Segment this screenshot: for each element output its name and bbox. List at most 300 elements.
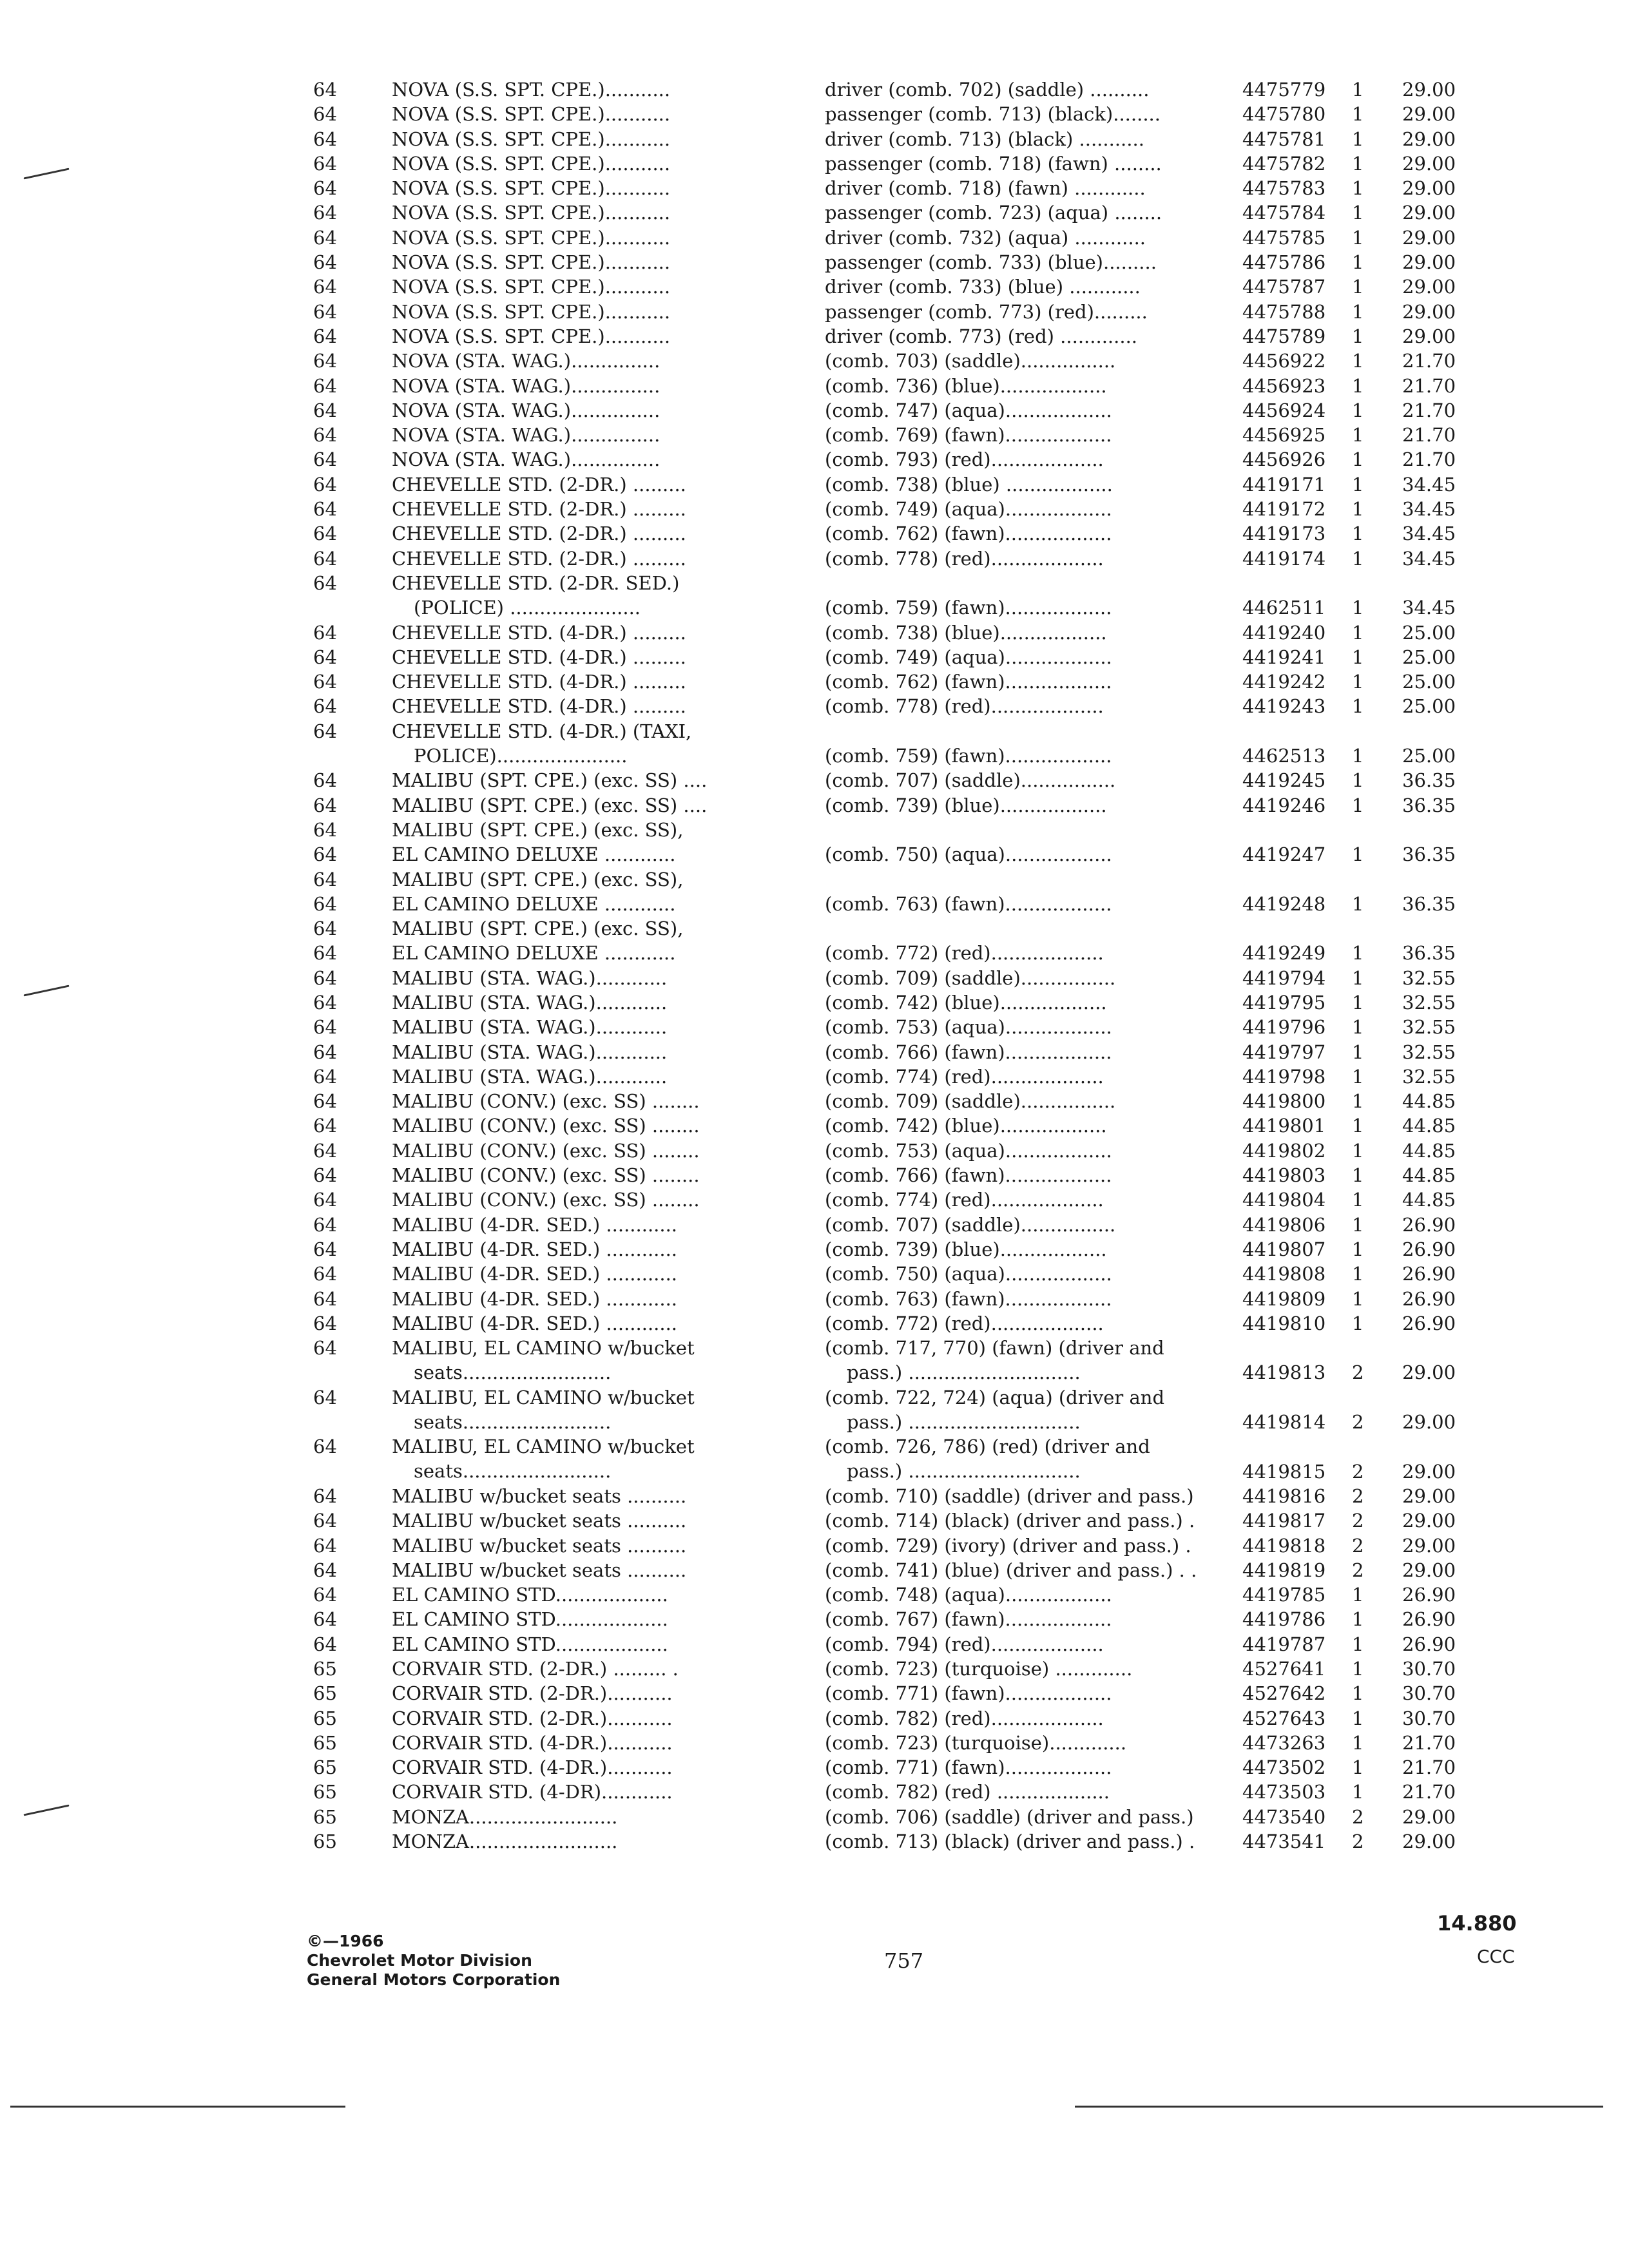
model-cell	[392, 1484, 768, 1508]
quantity-cell	[1352, 1706, 1364, 1731]
quantity: 1	[1352, 399, 1364, 421]
table-row	[0, 472, 1629, 497]
quantity: 1	[1352, 1658, 1364, 1680]
quantity-cell	[1352, 1632, 1364, 1657]
part-number: 4419174	[1242, 547, 1326, 570]
trim-cell	[825, 423, 1227, 447]
quantity-cell	[1352, 1508, 1364, 1533]
price: 25.00	[1402, 695, 1456, 718]
model-cell	[392, 274, 768, 299]
year-cell	[313, 1508, 337, 1533]
quantity: 1	[1352, 1164, 1364, 1187]
price: 26.90	[1402, 1633, 1456, 1655]
quantity-cell	[1352, 966, 1364, 990]
trim-cell	[825, 595, 1227, 620]
model-cell	[392, 571, 753, 620]
part-number-cell	[1242, 200, 1325, 225]
price: 44.85	[1402, 1189, 1456, 1211]
table-row	[0, 176, 1629, 200]
price: 29.00	[1402, 128, 1456, 150]
year-value: 64	[313, 843, 337, 865]
price-cell	[1402, 744, 1456, 768]
model-text: CHEVELLE STD. (2-DR.) .........	[392, 547, 686, 570]
trim-text: (comb. 749) (aqua)..................	[825, 646, 1112, 668]
price-cell	[1402, 1805, 1456, 1829]
part-number: 4419249	[1242, 942, 1326, 965]
model-cell	[392, 1632, 768, 1657]
model-text: CHEVELLE STD. (4-DR.) (TAXI,	[392, 720, 692, 742]
part-number: 4473263	[1242, 1731, 1326, 1754]
model-cell	[392, 374, 768, 398]
page-number: 757	[884, 1948, 924, 1973]
price-cell	[1402, 176, 1456, 200]
trim-cell	[825, 300, 1227, 324]
model-cell	[392, 398, 768, 423]
trim-text: (comb. 749) (aqua)..................	[825, 498, 1112, 521]
model-text: CHEVELLE STD. (2-DR.) .........	[392, 473, 686, 495]
model-text: NOVA (S.S. SPT. CPE.)...........	[392, 152, 671, 175]
model-cell	[392, 1434, 753, 1483]
part-number-cell	[1242, 1755, 1325, 1780]
trim-cell	[825, 694, 1227, 718]
model-text: CHEVELLE STD. (4-DR.) .........	[392, 695, 686, 718]
part-number: 4419802	[1242, 1139, 1326, 1162]
trim-text: (comb. 794) (red)...................	[825, 1633, 1104, 1655]
price-cell	[1402, 1040, 1456, 1064]
part-number-cell	[1242, 595, 1325, 620]
year-value: 64	[313, 226, 337, 249]
table-row	[0, 546, 1629, 571]
trim-cell	[825, 990, 1227, 1015]
table-row	[0, 1706, 1629, 1731]
quantity-cell	[1352, 1139, 1364, 1163]
table-row	[0, 102, 1629, 126]
model-text: seats.........................	[414, 1361, 612, 1384]
quantity-cell	[1352, 151, 1364, 176]
table-row	[0, 620, 1629, 645]
part-number-cell	[1242, 1681, 1325, 1706]
year-cell	[313, 719, 337, 744]
year-value: 64	[313, 399, 337, 421]
model-cell	[392, 1681, 768, 1706]
year-cell	[313, 127, 337, 151]
trim-cell	[825, 1607, 1227, 1631]
quantity: 1	[1352, 523, 1364, 545]
model-cell	[392, 324, 768, 349]
price: 36.35	[1402, 892, 1456, 915]
quantity: 1	[1352, 1287, 1364, 1310]
table-row	[0, 274, 1629, 299]
year-value: 64	[313, 720, 337, 742]
year-value: 64	[313, 300, 337, 323]
part-number-cell	[1242, 423, 1325, 447]
price-cell	[1402, 226, 1456, 250]
price: 21.70	[1402, 1756, 1456, 1779]
quantity-cell	[1352, 1484, 1364, 1508]
trim-text: (comb. 739) (blue)..................	[825, 1238, 1107, 1260]
model-text: NOVA (S.S. SPT. CPE.)...........	[392, 202, 671, 224]
model-text: CORVAIR STD. (2-DR.)...........	[392, 1682, 673, 1705]
trim-text: (comb. 748) (aqua)..................	[825, 1584, 1112, 1606]
price: 29.00	[1402, 1831, 1456, 1853]
part-number-cell	[1242, 892, 1325, 916]
model-cell	[392, 1780, 768, 1804]
price: 26.90	[1402, 1312, 1456, 1334]
table-row	[0, 1040, 1629, 1064]
year-cell	[313, 546, 337, 571]
year-cell	[313, 200, 337, 225]
trim-cell	[825, 546, 1227, 571]
quantity-cell	[1352, 990, 1364, 1015]
model-cell	[392, 447, 768, 472]
model-cell	[392, 719, 753, 768]
part-number: 4527642	[1242, 1682, 1326, 1705]
model-cell	[392, 645, 768, 669]
model-text: CORVAIR STD. (4-DR.)...........	[392, 1731, 673, 1754]
table-row	[0, 1805, 1629, 1829]
year-value: 64	[313, 276, 337, 298]
model-cell	[392, 694, 768, 718]
table-row	[0, 1163, 1629, 1187]
model-text: MALIBU w/bucket seats ..........	[392, 1510, 687, 1532]
quantity-cell	[1352, 1213, 1364, 1237]
quantity: 1	[1352, 103, 1364, 126]
year-cell	[313, 274, 337, 299]
year-cell	[313, 818, 337, 867]
year-value: 64	[313, 1337, 337, 1360]
part-number-cell	[1242, 1706, 1325, 1731]
table-row	[0, 768, 1629, 793]
price: 21.70	[1402, 399, 1456, 421]
trim-cell	[825, 768, 1227, 793]
trim-cell	[825, 1089, 1227, 1113]
trim-cell	[825, 200, 1227, 225]
part-number-cell	[1242, 1484, 1325, 1508]
trim-text: (comb. 723) (turquoise).............	[825, 1731, 1127, 1754]
part-number-cell	[1242, 941, 1325, 965]
part-number: 4419807	[1242, 1238, 1326, 1260]
table-row	[0, 374, 1629, 398]
table-row	[0, 1829, 1629, 1854]
table-row	[0, 349, 1629, 373]
section-number: 14.880	[1437, 1911, 1517, 1936]
part-number-cell	[1242, 1040, 1325, 1064]
year-value: 64	[313, 448, 337, 471]
price: 29.00	[1402, 1510, 1456, 1532]
part-number-cell	[1242, 1360, 1325, 1385]
table-row	[0, 1064, 1629, 1089]
quantity-cell	[1352, 1163, 1364, 1187]
model-cell	[392, 77, 768, 102]
price: 34.45	[1402, 597, 1456, 619]
year-cell	[313, 793, 337, 818]
model-text: MONZA.........................	[392, 1831, 618, 1853]
part-number-cell	[1242, 374, 1325, 398]
trim-cell	[825, 1657, 1227, 1681]
trim-cell	[825, 1113, 1227, 1138]
part-number: 4419806	[1242, 1213, 1326, 1236]
table-row	[0, 300, 1629, 324]
price-cell	[1402, 1632, 1456, 1657]
price: 36.35	[1402, 942, 1456, 965]
year-value: 64	[313, 1608, 337, 1631]
trim-text: pass.) .............................	[847, 1410, 1081, 1433]
price-cell	[1402, 374, 1456, 398]
model-text: CHEVELLE STD. (2-DR.) .........	[392, 498, 686, 521]
part-number-cell	[1242, 1113, 1325, 1138]
price: 34.45	[1402, 473, 1456, 495]
part-number-cell	[1242, 768, 1325, 793]
table-row	[0, 719, 1629, 769]
price-cell	[1402, 1089, 1456, 1113]
price: 29.00	[1402, 325, 1456, 347]
table-row	[0, 818, 1629, 867]
trim-cell	[825, 669, 1227, 694]
trim-text: (comb. 714) (black) (driver and pass.) .	[825, 1510, 1195, 1532]
trim-text: (comb. 772) (red)...................	[825, 942, 1104, 965]
quantity: 1	[1352, 942, 1364, 965]
price-cell	[1402, 472, 1456, 497]
trim-text: (comb. 742) (blue)..................	[825, 991, 1107, 1014]
part-number: 4475786	[1242, 251, 1326, 274]
year-value: 65	[313, 1731, 337, 1754]
model-text: MALIBU (SPT. CPE.) (exc. SS) ....	[392, 769, 708, 792]
year-value: 64	[313, 1534, 337, 1557]
model-cell	[392, 226, 768, 250]
model-text: MALIBU (STA. WAG.)............	[392, 1065, 668, 1088]
table-row	[0, 398, 1629, 423]
trim-text: (comb. 739) (blue)..................	[825, 794, 1107, 816]
trim-text: driver (comb. 773) (red) .............	[825, 325, 1137, 347]
quantity-cell	[1352, 620, 1364, 645]
price: 21.70	[1402, 424, 1456, 447]
trim-text: driver (comb. 732) (aqua) ............	[825, 226, 1146, 249]
model-text: NOVA (STA. WAG.)...............	[392, 374, 660, 397]
trim-text: (comb. 729) (ivory) (driver and pass.) .	[825, 1534, 1191, 1557]
model-cell	[392, 1533, 768, 1558]
table-row	[0, 1213, 1629, 1237]
part-number: 4475782	[1242, 152, 1326, 175]
price-cell	[1402, 694, 1456, 718]
price-cell	[1402, 151, 1456, 176]
quantity: 2	[1352, 1361, 1364, 1384]
part-number-cell	[1242, 1287, 1325, 1311]
price: 26.90	[1402, 1263, 1456, 1285]
model-text: MALIBU, EL CAMINO w/bucket	[392, 1436, 695, 1458]
price: 29.00	[1402, 1805, 1456, 1828]
trim-text: passenger (comb. 713) (black)........	[825, 103, 1161, 126]
quantity-cell	[1352, 77, 1364, 102]
year-value: 64	[313, 1287, 337, 1310]
year-cell	[313, 1385, 337, 1410]
trim-cell	[825, 102, 1227, 126]
table-row	[0, 1780, 1629, 1804]
quantity: 1	[1352, 1731, 1364, 1754]
part-number: 4419785	[1242, 1584, 1326, 1606]
part-number-cell	[1242, 1558, 1325, 1582]
price-cell	[1402, 127, 1456, 151]
part-number-cell	[1242, 1262, 1325, 1286]
quantity-cell	[1352, 1657, 1364, 1681]
part-number-cell	[1242, 274, 1325, 299]
model-text: NOVA (S.S. SPT. CPE.)...........	[392, 226, 671, 249]
part-number-cell	[1242, 472, 1325, 497]
part-number-cell	[1242, 1508, 1325, 1533]
quantity: 1	[1352, 621, 1364, 644]
year-cell	[313, 867, 337, 916]
price-cell	[1402, 1484, 1456, 1508]
trim-cell	[825, 151, 1227, 176]
year-cell	[313, 1040, 337, 1064]
price-cell	[1402, 1607, 1456, 1631]
trim-cell	[825, 521, 1227, 546]
quantity-cell	[1352, 694, 1364, 718]
part-number-cell	[1242, 349, 1325, 373]
model-cell	[392, 1706, 768, 1731]
trim-cell	[825, 1139, 1227, 1163]
year-value: 64	[313, 991, 337, 1014]
trim-text: (comb. 703) (saddle)................	[825, 350, 1116, 372]
price: 29.00	[1402, 103, 1456, 126]
price: 44.85	[1402, 1139, 1456, 1162]
model-text: CHEVELLE STD. (4-DR.) .........	[392, 621, 686, 644]
part-number-cell	[1242, 1632, 1325, 1657]
trim-text: (comb. 750) (aqua)..................	[825, 843, 1112, 866]
year-cell	[313, 1607, 337, 1631]
price-cell	[1402, 1829, 1456, 1854]
trim-cell	[825, 842, 1227, 867]
quantity: 1	[1352, 1584, 1364, 1606]
part-number: 4475783	[1242, 177, 1326, 200]
trim-cell	[825, 1262, 1227, 1286]
part-number: 4456923	[1242, 374, 1326, 397]
year-value: 64	[313, 942, 337, 965]
year-value: 64	[313, 818, 337, 841]
quantity: 1	[1352, 646, 1364, 668]
quantity-cell	[1352, 546, 1364, 571]
model-text: CORVAIR STD. (4-DR.)...........	[392, 1756, 673, 1779]
trim-cell	[825, 1632, 1227, 1657]
price: 26.90	[1402, 1238, 1456, 1260]
year-cell	[313, 1755, 337, 1780]
quantity: 1	[1352, 226, 1364, 249]
model-text: EL CAMINO STD...................	[392, 1633, 668, 1655]
year-value: 64	[313, 424, 337, 447]
model-text: MALIBU (SPT. CPE.) (exc. SS),	[392, 918, 684, 940]
quantity: 1	[1352, 1041, 1364, 1063]
model-text: (POLICE) ......................	[414, 596, 641, 619]
trim-text: pass.) .............................	[847, 1460, 1081, 1483]
year-value: 64	[313, 202, 337, 224]
model-cell	[392, 916, 753, 965]
price-cell	[1402, 1681, 1456, 1706]
price-cell	[1402, 1533, 1456, 1558]
trim-cell	[825, 447, 1227, 472]
price-cell	[1402, 200, 1456, 225]
quantity: 1	[1352, 424, 1364, 447]
year-value: 65	[313, 1831, 337, 1853]
year-value: 64	[313, 1238, 337, 1260]
price-cell	[1402, 398, 1456, 423]
year-cell	[313, 1015, 337, 1039]
model-text: EL CAMINO STD...................	[392, 1608, 668, 1631]
part-number-cell	[1242, 1311, 1325, 1336]
quantity-cell	[1352, 274, 1364, 299]
year-cell	[313, 1113, 337, 1138]
year-cell	[313, 324, 337, 349]
model-cell	[392, 1237, 768, 1262]
part-number-cell	[1242, 447, 1325, 472]
quantity-cell	[1352, 423, 1364, 447]
part-number: 4419800	[1242, 1090, 1326, 1113]
part-number: 4475788	[1242, 300, 1326, 323]
year-value: 64	[313, 1559, 337, 1581]
trim-cell	[825, 1237, 1227, 1262]
model-text: NOVA (STA. WAG.)...............	[392, 448, 660, 471]
price: 25.00	[1402, 745, 1456, 767]
model-cell	[392, 1829, 768, 1854]
year-cell	[313, 1287, 337, 1311]
part-number-cell	[1242, 1829, 1325, 1854]
part-number: 4419243	[1242, 695, 1326, 718]
table-row	[0, 200, 1629, 225]
year-cell	[313, 447, 337, 472]
price-cell	[1402, 497, 1456, 521]
model-cell	[392, 1731, 768, 1755]
model-text: NOVA (STA. WAG.)...............	[392, 399, 660, 421]
quantity: 1	[1352, 1633, 1364, 1655]
table-row	[0, 521, 1629, 546]
part-number-cell	[1242, 1582, 1325, 1607]
part-number-cell	[1242, 176, 1325, 200]
price-cell	[1402, 768, 1456, 793]
model-cell	[392, 1607, 768, 1631]
model-cell	[392, 521, 768, 546]
quantity: 1	[1352, 300, 1364, 323]
model-text: MALIBU (CONV.) (exc. SS) ........	[392, 1090, 700, 1113]
part-number: 4527641	[1242, 1658, 1326, 1680]
model-text: MALIBU (4-DR. SED.) ............	[392, 1263, 678, 1285]
quantity: 1	[1352, 473, 1364, 495]
quantity: 1	[1352, 251, 1364, 274]
model-cell	[392, 250, 768, 274]
part-number: 4527643	[1242, 1707, 1326, 1729]
table-row	[0, 447, 1629, 472]
year-value: 64	[313, 1436, 337, 1458]
price-cell	[1402, 102, 1456, 126]
price: 29.00	[1402, 152, 1456, 175]
table-row	[0, 645, 1629, 669]
model-cell	[392, 818, 753, 867]
trim-cell	[825, 1681, 1227, 1706]
trim-text: (comb. 750) (aqua)..................	[825, 1263, 1112, 1285]
price: 44.85	[1402, 1164, 1456, 1187]
price-cell	[1402, 1731, 1456, 1755]
price: 36.35	[1402, 794, 1456, 816]
part-number: 4419795	[1242, 991, 1326, 1014]
quantity: 1	[1352, 1090, 1364, 1113]
year-value: 64	[313, 671, 337, 693]
price-cell	[1402, 447, 1456, 472]
quantity-cell	[1352, 1311, 1364, 1336]
trim-text: (comb. 772) (red)...................	[825, 1312, 1104, 1334]
year-value: 65	[313, 1682, 337, 1705]
model-cell	[392, 1287, 768, 1311]
quantity-cell	[1352, 744, 1364, 768]
price: 25.00	[1402, 671, 1456, 693]
table-row	[0, 250, 1629, 274]
part-number: 4419810	[1242, 1312, 1326, 1334]
